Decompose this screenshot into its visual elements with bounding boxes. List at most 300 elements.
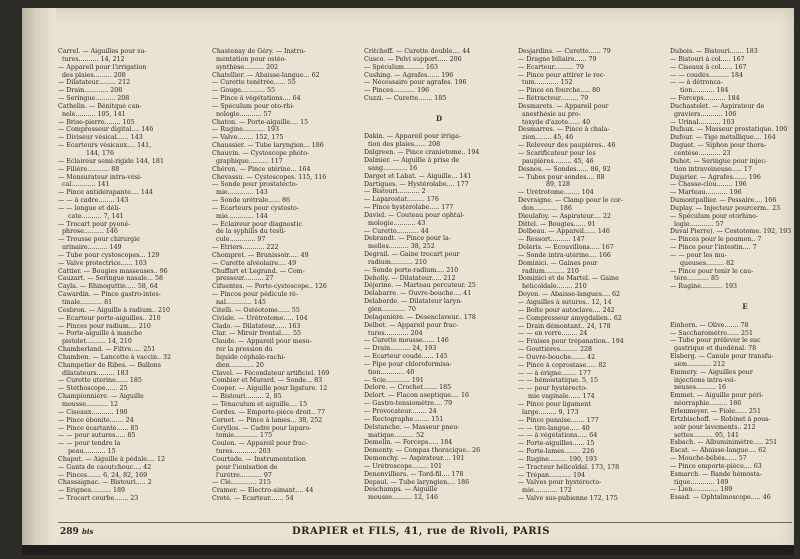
index-entry: cal............ 141 — [58, 181, 110, 189]
index-entry: — Éclaireur pour diagnostic — [212, 220, 302, 228]
index-entry: Cawardin. — Pince gastro-intes- — [58, 291, 161, 299]
index-entry: — Porte-aiguille à manche — [58, 330, 142, 338]
index-entry: zion........ 45, 46 — [518, 134, 574, 142]
index-entry: — Pince emporte-pièce.... 63 — [670, 462, 762, 470]
index-entry: 89, 128 — [518, 181, 571, 189]
index-entry: — — pour sutures..... 85 — [58, 432, 136, 440]
index-entry: Dalgreen. — Pince craniotome.. 194 — [364, 149, 480, 157]
index-entry: — Urétroscope........ 101 — [364, 462, 443, 470]
index-entry: Essad. — Ophtalmoscope..... 46 — [670, 494, 771, 502]
index-entry: graphique.......... 117 — [212, 157, 283, 165]
index-column-2 — [212, 48, 362, 516]
index-entry: — Scie............ 191 — [364, 376, 424, 384]
index-entry: peau........... 15 — [58, 448, 116, 456]
index-entry: cate.......... 7, 141 — [58, 212, 124, 220]
index-entry: — Porte-lames........ 226 — [518, 448, 595, 456]
index-entry: — Seringue.......... 208 — [58, 95, 130, 103]
index-entry: — Tubes pour sondes.... 88 — [518, 173, 605, 181]
index-entry: Daviel. — Couteau pour ophtal- — [364, 211, 465, 219]
index-entry: — Pince pour ligament — [518, 400, 591, 408]
index-entry: — Laparostat......... 176 — [364, 196, 439, 204]
index-entry: pour l'ionisation de — [212, 463, 278, 471]
index-entry: — Releveur des paupières.. 46 — [518, 142, 616, 150]
index-entry: — Pince à coprostase..... 82 — [518, 361, 607, 369]
index-entry: des plaies......... 208 — [58, 71, 126, 79]
index-entry: — Valves pour hystérecto- — [518, 479, 602, 487]
index-entry: Darget et Labat. — Aiguille... 141 — [364, 172, 472, 180]
index-entry: Depaul. — Tube laryngien.... 186 — [364, 478, 470, 486]
index-entry: — — pour hystérecto- — [518, 385, 588, 393]
index-entry: — Fraises pour trépanation.. 194 — [518, 338, 624, 346]
index-column-1 — [58, 48, 208, 516]
index-entry: — Sonde porte-radium.... 210 — [364, 266, 459, 274]
index-entry: pistolet.......... 14, 210 — [58, 338, 132, 346]
index-entry: 144, 176 — [58, 149, 115, 157]
footer-rule — [58, 522, 792, 523]
index-entry: — Valve........ 152, 175 — [212, 134, 284, 142]
index-entry: tum............ 152 — [518, 79, 573, 87]
index-entry: — Diviseur vésical...... 143 — [58, 134, 143, 142]
index-entry: — Ressort.......... 147 — [518, 236, 585, 244]
index-entry: hélicoïdale........ 210 — [518, 283, 587, 291]
index-entry: Delore. — Crochet....... 185 — [364, 384, 452, 392]
index-entry: l'urètre........... 97 — [212, 471, 272, 479]
index-entry: Chuffart et Legrand. — Com- — [212, 267, 305, 275]
index-entry: queuses......... 82 — [670, 259, 735, 267]
index-entry: centèse........... 23 — [670, 149, 731, 157]
index-entry: — Clé............. 215 — [212, 479, 271, 487]
index-entry: sion............ 212 — [670, 360, 726, 368]
index-entry: Denonvilliers. — Tord-fil.... 178 — [364, 470, 464, 478]
index-entry: mentation pour ostéo- — [212, 55, 287, 63]
index-entry: — Gouttières......... 228 — [518, 346, 592, 354]
index-entry: tère........... 85 — [670, 275, 720, 283]
index-entry: — Pincos pour pédicule ré- — [212, 291, 299, 299]
index-entry: — Curette mousse...... 146 — [364, 337, 449, 345]
index-entry: de la syphilis du testi- — [212, 228, 286, 236]
index-entry: — Lien............. 189 — [670, 486, 733, 494]
catalog-page — [22, 8, 794, 555]
index-entry: — Curette tenêtrée...... 55 — [212, 79, 296, 87]
index-entry: — Saccharomètre...... 251 — [670, 329, 754, 337]
index-entry: — — coudés.......... 184 — [670, 71, 743, 79]
index-entry: — Drain.......... 24, 193 — [364, 345, 437, 353]
index-entry: Chaussier. — Tube laryngien... 186 — [212, 142, 324, 150]
index-entry: — Pince pour tenir le cau- — [670, 267, 754, 275]
index-entry: Dufaux. — Masseur prostatique. 100 — [670, 126, 788, 134]
index-entry: soir pour lavements.. 212 — [670, 423, 756, 431]
index-entry: Esbach. — Albuminimètre..... 251 — [670, 439, 778, 447]
index-entry: Champetier de Ribes. — Ballons — [58, 361, 161, 369]
index-entry: — Spéculum pour oto-rhi- — [212, 102, 295, 110]
index-entry: — Écarteurs pour cystosto- — [212, 204, 299, 212]
index-entry: mie vaginale...... 174 — [518, 393, 595, 401]
index-entry: Deholly. — Dilatateur..... 212 — [364, 274, 456, 282]
index-entry: Chompret. — Brunissoir..... 49 — [212, 251, 309, 259]
index-entry: — — pour tendre la — [58, 440, 121, 448]
index-entry: dilatateurs......... 183 — [58, 369, 129, 377]
index-entry: — Pipe pour chloroformisa- — [364, 360, 452, 368]
index-entry: — Écarteur.......... 79 — [518, 63, 584, 71]
index-entry: — Nécessaire pour agrafes. 196 — [364, 79, 467, 87]
index-entry: Dumontpallier. — Pessaire.... 166 — [670, 197, 777, 205]
index-entry: Cauzart. — Seringue nasale... 58 — [58, 275, 164, 283]
index-entry: Critcheff. — Curette double.... 44 — [364, 48, 471, 55]
book-edge — [22, 545, 794, 555]
index-entry: Ertzbischoff. — Robinet à pous- — [670, 415, 771, 423]
index-entry: synthèse.......... 202 — [212, 63, 279, 71]
index-entry: — Spéculum pour otorhino- — [670, 212, 759, 220]
index-entry: radium.......... 210 — [518, 267, 579, 275]
index-entry: Chamberland. — Filtre..... 251 — [58, 346, 156, 354]
index-entry: — Drain démontant.. 24, 178 — [518, 322, 611, 330]
index-entry: Civiale. — Urétrotome..... 104 — [212, 314, 308, 322]
index-entry: — Érignes.......... 189 — [58, 487, 125, 495]
index-entry: — Filière........... 88 — [58, 165, 120, 173]
index-entry: Chevassu. — Cystoscopes. 115, 116 — [212, 173, 327, 181]
index-entry: — Sonde intra-utérine.... 166 — [518, 251, 611, 259]
index-entry: — — pour les mu- — [670, 251, 727, 259]
index-entry: tures.......... 14, 212 — [58, 55, 125, 63]
index-column-4 — [518, 48, 668, 516]
index-entry: gastrique et duodénal. 78 — [670, 345, 757, 353]
index-entry: neuses.......... 16 — [670, 384, 727, 392]
index-entry: — — à détronca- — [670, 79, 723, 87]
index-entry: tures............ 203 — [212, 448, 271, 456]
index-entry: — Trocart pour pyoné- — [58, 220, 131, 228]
publisher-line: DRAPIER et FILS, 41, rue de Rivoli, PARIS — [292, 526, 550, 537]
index-entry — [364, 103, 514, 111]
index-entry: — Aiguilles à sutures.. 12, 14 — [518, 299, 612, 306]
index-entry: tique............ 189 — [670, 478, 729, 486]
index-entry: Demelin. — Forceps..... 184 — [364, 439, 453, 447]
index-entry: Cooper. — Aiguille pour ligature. 12 — [212, 385, 328, 393]
index-entry: — Dragne biliaire...... 79 — [518, 55, 597, 63]
index-entry: — — en verre........ 24 — [518, 330, 588, 338]
index-entry: Déjerine. — Marteau percuteur. 25 — [364, 282, 476, 290]
index-entry: Delaborde. — Dilatateur laryn- — [364, 298, 463, 306]
index-entry: anesthésie au pro- — [518, 110, 581, 118]
index-entry: settes.......... 95, 141 — [670, 431, 740, 439]
index-entry: tion............ 40 — [364, 368, 415, 376]
index-entry: — Écarteur porte-aiguilles.. 210 — [58, 314, 161, 322]
index-entry: — Sonde urétrale...... 86 — [212, 197, 291, 205]
index-entry: — Provocateur........ 24 — [364, 407, 437, 415]
index-entry: Cushing. — Agrafes...... 196 — [364, 71, 454, 79]
index-entry: Desnos. — Sondes...... 86, 92 — [518, 165, 611, 173]
index-entry: Dolbeau. — Appareil...... 146 — [518, 228, 610, 236]
index-entry: tures............ 204 — [364, 329, 423, 337]
index-entry: Chastenay de Géry. — Instru- — [212, 48, 306, 55]
index-entry: Dakin. — Appareil pour irriga- — [364, 133, 461, 141]
index-entry: — — à cadre........ 143 — [58, 197, 129, 205]
index-entry: — — à végétations..... 64 — [518, 432, 598, 440]
index-entry: Cramer. — Électro-aimant.... 44 — [212, 487, 314, 495]
index-entry: Dubois. — Bistouri....... 183 — [670, 48, 758, 55]
index-entry: Courtade. — Instrumentation — [212, 455, 306, 463]
index-entry: Devraigne. — Clamp pour le cor- — [518, 197, 623, 205]
index-entry: — Rectographe........ 151 — [364, 415, 444, 423]
index-entry: — — à érigne........ 177 — [518, 369, 591, 377]
index-entry: — Pinces........... 196 — [364, 87, 430, 95]
index-entry: cule............. 97 — [212, 236, 266, 244]
index-entry: Delstanche. — Masseur pneu- — [364, 423, 460, 431]
index-entry: Dalmier. — Aiguille à prise de — [364, 156, 460, 164]
index-entry: tinale........... 81 — [58, 299, 113, 306]
index-entry: — Gastro-tensiomètre.... 79 — [364, 400, 453, 408]
index-entry: tomie............ 175 — [212, 432, 273, 440]
index-entry: Escat. — Abaisse-langue.... 62 — [670, 447, 767, 455]
index-entry: mousse.......... 12, 146 — [364, 494, 439, 502]
index-entry: nologie........... 57 — [212, 110, 272, 118]
index-entry: — Curette utérine...... 185 — [58, 377, 142, 385]
index-entry: — Pince hystérolabe..... 177 — [364, 204, 454, 212]
index-entry: Duval Pierre). — Costotome. 192, 193 — [670, 228, 792, 236]
index-entry: — Ouvre-bouche....... 42 — [518, 353, 596, 361]
index-entry: — Mensurateur intra-vési- — [58, 173, 143, 181]
index-entry: injections intra-vei- — [670, 376, 736, 384]
index-entry: mousse........... 12 — [58, 400, 119, 408]
index-entry: gien............ 70 — [364, 306, 416, 313]
index-entry: — Pince antidérapante.... 144 — [58, 189, 153, 197]
index-entry: Cornet. — Pince à lames... 38, 252 — [212, 416, 323, 424]
index-entry: Carrel. — Aiguilles pour su- — [58, 48, 147, 55]
index-entry: Delagenière. — Désenclaveur.. 178 — [364, 313, 476, 321]
index-entry: — Drain............ 208 — [58, 87, 123, 95]
index-entry: nelé.......... 105, 141 — [58, 110, 126, 118]
index-entry: Duplay. — Injecteur pourcerm.. 23 — [670, 204, 781, 212]
index-entry: — Forceps........... 184 — [670, 95, 740, 103]
index-entry: Delort. — Flacon aseptique.... 16 — [364, 392, 470, 400]
index-entry: — Appareil pour l'irrigation — [58, 63, 147, 71]
index-column-5 — [670, 48, 794, 516]
index-entry: matique.......... 52 — [364, 431, 425, 439]
index-entry: — Valve sus-pubienne 172, 175 — [518, 495, 618, 503]
index-entry: — Rugine......... 190, 193 — [518, 455, 597, 463]
index-entry: Chaton. — Porte-aiguille.... 15 — [212, 118, 309, 126]
index-entry: Chatellier. — Abaisse-langue... 62 — [212, 71, 320, 79]
index-entry: — Pinces pour le poumon.. 7 — [670, 236, 762, 244]
index-entry: — Éclaireur semi-rigide 144, 181 — [58, 157, 164, 165]
index-entry: Coryllos. — Cadre pour laparo- — [212, 424, 312, 432]
index-entry: Chauvin. — Cystoscope photo- — [212, 149, 310, 157]
index-entry: — Urinal........... 103 — [670, 118, 735, 126]
index-entry: Cuzzi. — Curette....... 185 — [364, 95, 447, 103]
index-entry: — Trépan........... 194 — [518, 471, 586, 479]
index-entry: — Pince en fourche..... 80 — [518, 87, 601, 95]
index-entry — [670, 314, 794, 322]
index-entry: logie............ 57 — [670, 220, 724, 228]
index-entry — [670, 291, 794, 299]
index-entry: — Brise-pierre........ 105 — [58, 118, 135, 126]
index-entry: — Pince punaise....... 177 — [518, 416, 599, 424]
index-entry: — Chasse-clou........ 196 — [670, 181, 747, 189]
section-letter: D — [435, 113, 443, 123]
index-entry: Coulon. — Appareil pour frac- — [212, 440, 308, 448]
index-entry: — Écarteurs vésicaux.... 141, — [58, 142, 152, 150]
index-entry: — Ténaculum et aiguille.... 15 — [212, 400, 308, 408]
index-entry: Elsberg. — Canule pour transfu- — [670, 353, 774, 361]
index-entry: — Pince pour l'intestin.... 7 — [670, 244, 757, 252]
index-entry: — Pinces....... 6, 24, 82, 169 — [58, 471, 148, 479]
index-entry: Cattier. — Bougies masseuses.. 96 — [58, 267, 168, 275]
index-entry: toxyde d'azote...... 40 — [518, 118, 591, 126]
index-entry: Championnière. — Aiguille — [58, 393, 144, 401]
index-entry: Creté. — Écarteur....... 54 — [212, 495, 294, 503]
index-entry: — Trocart courbe....... 23 — [58, 495, 139, 503]
index-entry: mie............. 143 — [212, 189, 268, 197]
index-entry: — Gouge............ 55 — [212, 87, 275, 95]
index-entry: — Étriers........... 222 — [212, 244, 279, 252]
index-entry: — Urétrotome........ 104 — [518, 189, 594, 197]
index-entry: Dominici. — Gaines pour — [518, 259, 598, 267]
index-entry: Citelli. — Ostéotome...... 55 — [212, 306, 300, 314]
index-entry: — Tube pour prélever le suc — [670, 337, 761, 345]
index-entry: — Sonde pour prostatecto- — [212, 181, 298, 189]
index-entry: Dartigues. — Hystérolabe.... 177 — [364, 180, 469, 188]
index-entry: Dementy. — Compas thoracique.. 26 — [364, 447, 481, 455]
index-entry: — Rugine........... 193 — [670, 283, 737, 291]
page-number-value: 289 — [60, 527, 79, 537]
index-entry: — — tire-langue..... 40 — [518, 424, 590, 432]
index-entry: — Tracteur hélicoïdal. 173, 178 — [518, 463, 620, 471]
index-entry: Clado. — Dilatateur...... 163 — [212, 322, 301, 330]
index-entry: — Bistouri......... 2, 85 — [212, 393, 282, 401]
index-entry: — Gants de caoutchouc.... 42 — [58, 463, 152, 471]
index-entry: tion........... 184 — [670, 87, 729, 95]
index-entry: Desjardins. — Curette...... 79 — [518, 48, 611, 55]
page-number-suffix: bis — [81, 527, 94, 536]
index-entry: mie............ 172 — [518, 487, 572, 495]
index-entry: — Mouche-bébés...... 57 — [670, 455, 747, 463]
index-entry: Cusco. — Pelvi support..... 206 — [364, 55, 462, 63]
index-entry: — Bistouri........... 2 — [364, 188, 426, 196]
index-entry: Cesbron. — Aiguille à radium.. 210 — [58, 306, 170, 314]
index-column-3 — [364, 48, 514, 516]
index-entry: — Pince écartante...... 85 — [58, 424, 139, 432]
index-entry: presseur.......... 27 — [212, 275, 274, 283]
index-entry: Claude. — Appareil pour mesu- — [212, 338, 312, 346]
index-entry: Chéron. — Pince utérine... 164 — [212, 165, 311, 173]
index-entry: mologie........... 43 — [364, 219, 426, 227]
index-entry: Dittel. — Bougies...... 91 — [518, 220, 596, 228]
index-entry: Combier et Murard. — Sonde... 83 — [212, 377, 323, 385]
index-entry: Doyen. — Abaisse-langues.... 62 — [518, 291, 621, 299]
index-entry: — Valve protectrice...... 103 — [58, 259, 147, 267]
index-entry: — Trousse pour chirurgie — [58, 236, 140, 244]
index-entry: rer la pression du — [212, 346, 273, 354]
index-entry: Erlenmeyer. — Fiole...... 251 — [670, 407, 761, 415]
index-entry: — — longue et déli- — [58, 204, 121, 212]
index-entry: — Boîte pour autoclave.... 242 — [518, 306, 615, 314]
index-entry: Doléris. — Écouvillons..... 167 — [518, 244, 614, 252]
index-entry: graviers........... 106 — [670, 110, 737, 118]
index-entry: phrose.......... 146 — [58, 228, 118, 236]
index-entry: — Curette........... 44 — [364, 227, 429, 235]
index-entry: — Pince à végétations.... 64 — [212, 95, 301, 103]
page-gutter — [22, 8, 56, 555]
index-entry: Clar. — Miroir frontal..... 55 — [212, 330, 302, 338]
index-entry: — Dilatateur......... 212 — [58, 79, 131, 87]
index-entry: urinaire.......... 149 — [58, 244, 122, 252]
index-entry: Dieulafoy. — Aspirateur.... 22 — [518, 212, 611, 220]
index-entry: Deschamps. — Aiguille — [364, 486, 438, 494]
index-entry: paupières......... 45, 46 — [518, 157, 594, 165]
index-entry: tion des plaies...... 208 — [364, 141, 441, 149]
index-entry: — Écarteur coudé...... 145 — [364, 353, 448, 361]
index-entry: Cifuentes. — Porte-cystoscope.. 126 — [212, 283, 327, 291]
index-entry: Delbet. — Appareil pour frac- — [364, 321, 459, 329]
index-entry: Debrandt. — Pince pour la- — [364, 235, 451, 243]
index-entry: Chambon. — Lancette à vaccin.. 32 — [58, 353, 172, 361]
index-entry: Degrail. — Gaine trocart pour — [364, 251, 460, 259]
index-entry: — Tube pour cystoscopes... 129 — [58, 251, 160, 259]
index-entry: Dujarier. — Agrafes....... 196 — [670, 173, 761, 181]
index-entry: Duchastelet. — Aspirateur de — [670, 102, 765, 110]
index-entry: Clavel. — Fécondateur artificiel. 169 — [212, 369, 330, 377]
index-entry: mie............. 144 — [212, 212, 268, 220]
index-entry: Delabarre. — Ouvre-bouche.... 41 — [364, 290, 472, 298]
index-entry: — Stéthoscope...... 25 — [58, 385, 128, 393]
index-entry — [364, 126, 514, 134]
index-entry: dien............ 20 — [212, 361, 264, 369]
index-entry: radium........... 210 — [364, 258, 427, 266]
index-entry: Duhot. — Seringue pour injec- — [670, 157, 768, 165]
index-entry: Chassaignac. — Bistouri..... 2 — [58, 479, 152, 487]
index-entry: tion intraveineuse..... 17 — [670, 165, 752, 173]
index-entry: néorraphie......... 186 — [670, 400, 742, 408]
index-entry: — Pince ébonite....... 24 — [58, 416, 134, 424]
index-entry: — Rugine........... 193 — [212, 126, 279, 134]
index-entry: — Porte-aiguilles...... 15 — [518, 440, 595, 448]
index-entry: Emmet. — Aiguille pour péri- — [670, 392, 764, 400]
index-entry: — Rétracteur......... 79 — [518, 95, 589, 103]
index-entry: Cayla. — Rhinoguttie..... 58, 64 — [58, 283, 158, 291]
index-entry: sang............ 16 — [364, 164, 418, 172]
index-entry: — Bistouri à col..... 167 — [670, 55, 745, 63]
index-columns — [56, 48, 794, 516]
index-entry: — — hémostatique. 5, 15 — [518, 377, 599, 385]
index-entry: — Compresseur amygdalien.. 62 — [518, 314, 622, 322]
index-entry: Dominici et de Martel. — Gaine — [518, 275, 619, 283]
index-entry: — Spéculum.......... 163 — [364, 63, 439, 71]
index-entry: Esmarch. — Bande hémosta- — [670, 470, 762, 478]
index-entry: Einhorn. — Olive....... 78 — [670, 321, 749, 329]
index-entry: liquide céphalo-rachi- — [212, 353, 286, 361]
page-number — [60, 527, 93, 537]
index-entry: — Ciseaux........... 190 — [58, 408, 128, 416]
section-letter: E — [742, 302, 748, 311]
index-entry: Emmery. — Aiguilles pour — [670, 368, 753, 376]
index-entry: — Curette alvéolaire.... 49 — [212, 259, 297, 267]
index-entry: large......... 9, 173 — [518, 408, 579, 416]
index-entry: Demonchy. — Aspirateur.... 101 — [364, 455, 465, 463]
index-entry: Chaput. — Aiguille à pédale.... 12 — [58, 455, 166, 463]
index-entry: Duguet. — Siphon pour thora- — [670, 142, 767, 150]
index-entry: Desmarres. — Pince à chala- — [518, 126, 610, 134]
index-entry: nal............. 145 — [212, 299, 266, 306]
index-entry: Dufour. — Tige métallique.... 164 — [670, 134, 776, 142]
index-entry: — Marteau........... 196 — [670, 189, 742, 197]
index-entry: — Ciseaux à col...... 167 — [670, 63, 747, 71]
index-entry: — Compresseur digital.... 146 — [58, 126, 154, 134]
index-entry: — Pinces pour radium.... 210 — [58, 322, 151, 330]
index-entry: Cathelin. — Bénitqué can- — [58, 102, 142, 110]
index-entry: don............ 186 — [518, 204, 572, 212]
index-entry: — Scarificateur pour les — [518, 149, 596, 157]
index-entry: Cordes. — Emporte-pièce droit.. 77 — [212, 408, 326, 416]
index-entry: Desmarets. — Appareil pour — [518, 102, 609, 110]
